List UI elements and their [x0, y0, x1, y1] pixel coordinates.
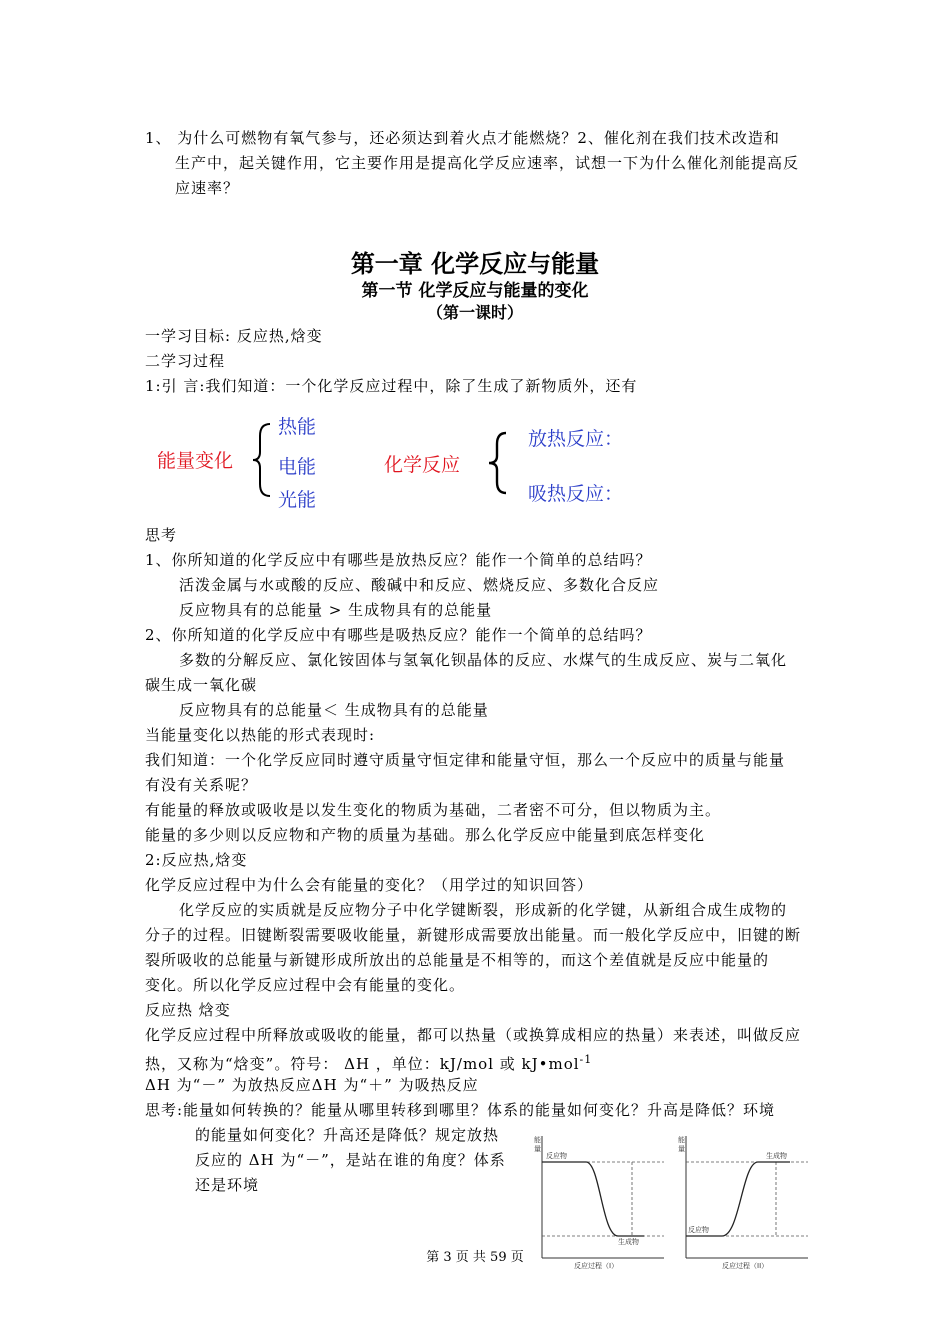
delta-h-unit-text: 热，又称为“焓变”。符号： ΔH ，单位：kJ/mol 或 kJ•mol	[145, 1055, 580, 1073]
text-line: 分子的过程。旧键断裂需要吸收能量，新键形成需要放出能量。而一般化学反应中，旧键的断	[145, 926, 802, 944]
lesson-title: （第一课时）	[426, 303, 523, 322]
section-title: 第一节 化学反应与能量的变化	[361, 281, 589, 301]
electric-energy-label: 电能	[278, 456, 317, 478]
page-footer: 第 3 页 共 59 页	[426, 1250, 524, 1265]
text-line: 二学习过程	[145, 352, 226, 370]
text-line: 反应的 ΔH 为“－”，是站在谁的角度？体系	[195, 1151, 506, 1169]
text-line: 化学反应的实质就是反应物分子中化学键断裂，形成新的化学键，从新组合成生成物的	[179, 901, 788, 919]
reactant-label: 反应物	[546, 1152, 567, 1160]
text-line: 我们知道：一个化学反应同时遵守质量守恒定律和能量守恒，那么一个反应中的质量与能量	[145, 751, 786, 769]
product-label: 生成物	[618, 1238, 639, 1246]
text-line: 还是环境	[195, 1176, 260, 1194]
right-brace-icon	[484, 430, 514, 496]
text-line: 化学反应过程中所释放或吸收的能量，都可以热量（或换算成相应的热量）来表述，叫做反应	[145, 1026, 802, 1044]
text-line: 反应物具有的总能量 > 生成物具有的总能量	[179, 601, 493, 619]
text-line: 能量的多少则以反应物和产物的质量为基础。那么化学反应中能量到底怎样变化	[145, 826, 706, 844]
energy-change-label: 能量变化	[157, 450, 234, 472]
text-line: 一学习目标: 反应热,焓变	[145, 327, 323, 345]
text-line: 1:引 言:我们知道：一个化学反应过程中，除了生成了新物质外，还有	[145, 377, 638, 395]
x-axis-label: 反应过程（I）	[574, 1262, 619, 1270]
text-line: 碳生成一氧化碳	[145, 676, 258, 694]
text-line: 2、你所知道的化学反应中有哪些是吸热反应？能作一个简单的总结吗？	[145, 626, 652, 644]
y-axis-label-2: 量	[678, 1145, 685, 1153]
y-axis-label-1: 能	[534, 1136, 541, 1144]
text-line: 思考:能量如何转换的？能量从哪里转移到哪里？体系的能量如何变化？升高是降低？环境	[145, 1101, 776, 1119]
intro-line-2: 生产中，起关键作用，它主要作用是提高化学反应速率，试想一下为什么催化剂能提高反	[175, 154, 800, 172]
text-line: 思考	[145, 526, 178, 544]
text-line: 有没有关系呢？	[145, 776, 258, 794]
energy-curve	[686, 1162, 790, 1236]
endothermic-label: 吸热反应：	[528, 483, 624, 505]
unit-superscript: -1	[579, 1053, 593, 1066]
text-line	[145, 1050, 592, 1074]
text-line: 反应物具有的总能量＜ 生成物具有的总能量	[179, 701, 489, 719]
text-line: 化学反应过程中为什么会有能量的变化？（用学过的知识回答）	[145, 876, 594, 894]
intro-line-3: 应速率？	[175, 179, 240, 197]
text-line: 当能量变化以热能的形式表现时:	[145, 726, 376, 744]
reactant-label: 反应物	[688, 1226, 709, 1234]
text-line: 多数的分解反应、氯化铵固体与氢氧化钡晶体的反应、水煤气的生成反应、炭与二氧化	[179, 651, 788, 669]
text-line: 反应热 焓变	[145, 1001, 231, 1019]
y-axis-label-1: 能	[678, 1136, 685, 1144]
light-energy-label: 光能	[278, 489, 317, 511]
text-line: 裂所吸收的总能量与新键形成所放出的总能量是不相等的，而这个差值就是反应中能量的	[145, 951, 770, 969]
x-axis-label: 反应过程（II）	[722, 1262, 769, 1270]
exothermic-label: 放热反应：	[528, 428, 624, 450]
chem-reaction-label: 化学反应	[384, 454, 461, 476]
left-brace-icon	[250, 420, 280, 500]
text-line: 活泼金属与水或酸的反应、酸碱中和反应、燃烧反应、多数化合反应	[179, 576, 660, 594]
text-line: 的能量如何变化？升高还是降低？规定放热	[195, 1126, 500, 1144]
text-line: 变化。所以化学反应过程中会有能量的变化。	[145, 976, 466, 994]
text-line: 1、你所知道的化学反应中有哪些是放热反应？能作一个简单的总结吗？	[145, 551, 652, 569]
text-line: 2:反应热,焓变	[145, 851, 248, 869]
text-line: 有能量的释放或吸收是以发生变化的物质为基础，二者密不可分，但以物质为主。	[145, 801, 722, 819]
product-label: 生成物	[766, 1152, 787, 1160]
intro-line-1: 1、 为什么可燃物有氧气参与，还必须达到着火点才能燃烧？2、催化剂在我们技术改造和	[145, 129, 780, 147]
energy-curve	[542, 1162, 644, 1236]
heat-energy-label: 热能	[278, 416, 317, 438]
y-axis-label-2: 量	[534, 1145, 541, 1153]
text-line: ΔH 为“－” 为放热反应ΔH 为“＋” 为吸热反应	[145, 1076, 479, 1094]
chapter-title: 第一章 化学反应与能量	[350, 250, 600, 278]
